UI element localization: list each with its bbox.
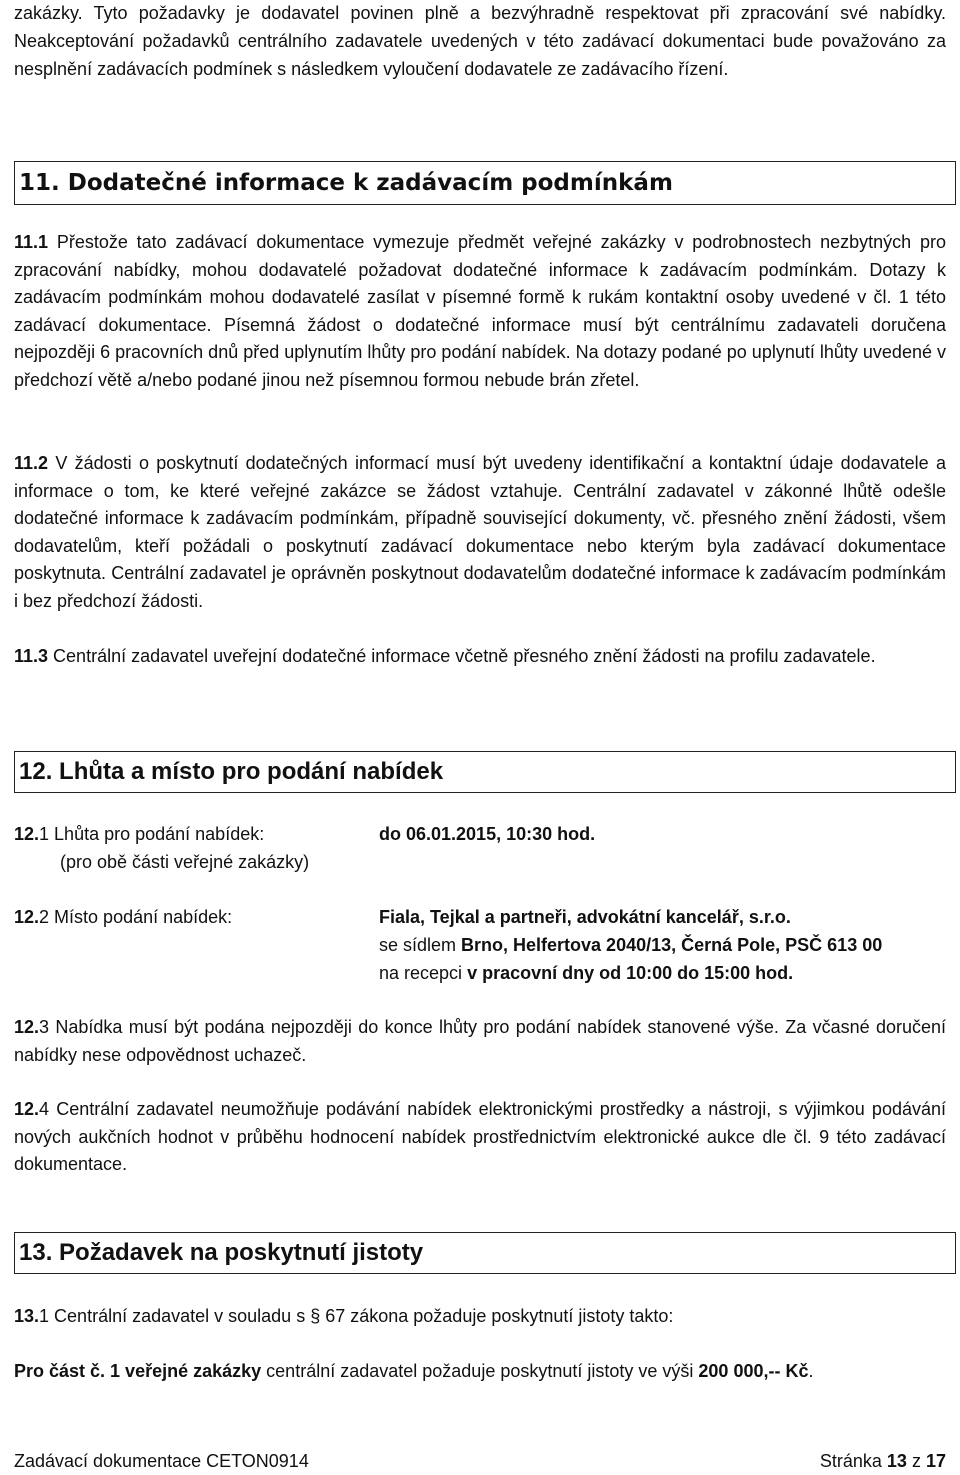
paragraph-text: Přestože tato zadávací dokumentace vymezuje předmět veřejné zakázky v podrobnostech nezbytných pro zpracování nabídky, mohou dodavatelé požadovat dodatečné informace k zadávacím podmínkám. Dotazy k zadávacím podmínkám mohou dodavatelé zasílat v písemné formě k rukám kontaktní osoby uvedené v čl. 1 této zadávací dokumentace. Písemná žádost o dodatečné informace musí být centrálnímu zadavateli doručena nejpozději 6 pracovních dnů před uplynutím lhůty pro podání nabídek. Na dotazy podané po uplynutí lhůty uvedené v předchozí větě a/nebo podané jinou než písemnou formou nebude brán zřetel.: [14, 232, 946, 390]
security-text: centrální zadavatel požaduje poskytnutí jistoty ve výši: [261, 1361, 699, 1381]
paragraph-text: Nabídka musí být podána nejpozději do konce lhůty pro podání nabídek stanovené výše. Za včasné doručení nabídky nese odpovědnost uchazeč.: [14, 1017, 946, 1065]
paragraph-11-1: [14, 229, 946, 395]
paragraph-13-security-amount: [14, 1358, 946, 1386]
paragraph-text: Centrální zadavatel neumožňuje podávání nabídek elektronickými prostředky a nástroji, s výjimkou podávání nových aukčních hodnot v průběhu hodnocení nabídek prostřednictvím elektronické aukce dle čl. 9 této zadávací dokumentace.: [14, 1099, 946, 1175]
section-11-heading-text: 11. Dodatečné informace k zadávacím podmínkám: [19, 170, 673, 196]
place-address: Brno, Helfertova 2040/13, Černá Pole, PSČ 613 00: [461, 935, 883, 955]
paragraph-number: 11.2: [14, 453, 49, 473]
paragraph-number-suffix: 3: [39, 1017, 50, 1037]
paragraph-number: 11.3: [14, 646, 49, 666]
paragraph-number-suffix: 1: [39, 824, 50, 844]
section-13-heading: [14, 1232, 956, 1274]
paragraph-11-3: [14, 643, 946, 671]
paragraph-text: Centrální zadavatel uveřejní dodatečné informace včetně přesného znění žádosti na profilu zadavatele.: [48, 646, 876, 666]
paragraph-number-suffix: 2: [39, 907, 50, 927]
page-total: 17: [925, 1451, 946, 1471]
intro-paragraph: zakázky. Tyto požadavky je dodavatel povinen plně a bezvýhradně respektovat při zpracování své nabídky. Neakceptování požadavků centrálního zadavatele uvedených v této zadávací dokumentaci bude považováno za nesplnění zadávacích podmínek s následkem vyloučení dodavatele ze zadávacího řízení.: [14, 3, 946, 79]
place-firm: Fiala, Tejkal a partneři, advokátní kancelář, s.r.o.: [379, 907, 791, 927]
paragraph-number: 12.: [14, 907, 40, 927]
paragraph-number: 12.: [14, 824, 40, 844]
section-13-heading-text: 13. Požadavek na poskytnutí jistoty: [19, 1239, 424, 1266]
deadline-value: do 06.01.2015, 10:30 hod.: [379, 824, 596, 844]
page-current: 13: [886, 1451, 907, 1471]
deadline-label: Lhůta pro podání nabídek:: [49, 824, 265, 844]
security-end: .: [808, 1361, 814, 1381]
page-number: [820, 1451, 946, 1472]
paragraph-number: 12.: [14, 1017, 40, 1037]
deadline-sub-label: (pro obě části veřejné zakázky): [60, 852, 310, 872]
place-row: [14, 903, 946, 987]
paragraph-number: 12.: [14, 1099, 40, 1119]
paragraph-13-1: [14, 1303, 946, 1331]
paragraph-number: 11.1: [14, 232, 49, 252]
section-12-heading-text: 12. Lhůta a místo pro podání nabídek: [19, 758, 444, 785]
page-footer: [14, 1451, 946, 1472]
footer-doc-name: Zadávací dokumentace CETON0914: [14, 1451, 309, 1471]
place-reception-prefix: na recepci: [379, 963, 468, 983]
paragraph-11-2: [14, 450, 946, 616]
paragraph-text: Centrální zadavatel v souladu s § 67 zákona požaduje poskytnutí jistoty takto:: [49, 1306, 674, 1326]
paragraph-number-suffix: 1: [39, 1306, 50, 1326]
page-label: Stránka: [819, 1451, 887, 1471]
section-12-heading: [14, 751, 956, 793]
paragraph-number: 13.: [14, 1306, 40, 1326]
part-number: Pro část č.: [14, 1361, 106, 1381]
paragraph-12-3: [14, 1014, 946, 1069]
security-amount: 200 000,-- Kč: [698, 1361, 809, 1381]
paragraph-number-suffix: 4: [39, 1099, 50, 1119]
page-of: z: [906, 1451, 926, 1471]
part-label: 1 veřejné zakázky: [105, 1361, 262, 1381]
section-11-heading: [14, 161, 956, 205]
paragraph-12-4: [14, 1096, 946, 1179]
paragraph-text: V žádosti o poskytnutí dodatečných informací musí být uvedeny identifikační a kontaktní údaje dodavatele a informace o tom, ke které veřejné zakázce se žádost vztahuje. Centrální zadavatel v zákonné lhůtě odešle dodatečné informace k zadávacím podmínkám, případně související dokumenty, vč. přesného znění žádosti, všem dodavatelům, kteří požádali o poskytnutí zadávací dokumentace nebo kterým byla zadávací dokumentace poskytnuta. Centrální zadavatel je oprávněn poskytnout dodavatelům dodatečné informace k zadávacím podmínkám i bez předchozí žádosti.: [14, 453, 946, 611]
place-label: Místo podání nabídek:: [49, 907, 233, 927]
place-hours: v pracovní dny od 10:00 do 15:00 hod.: [467, 963, 794, 983]
place-seat-prefix: se sídlem: [379, 935, 462, 955]
deadline-row: [14, 820, 946, 876]
